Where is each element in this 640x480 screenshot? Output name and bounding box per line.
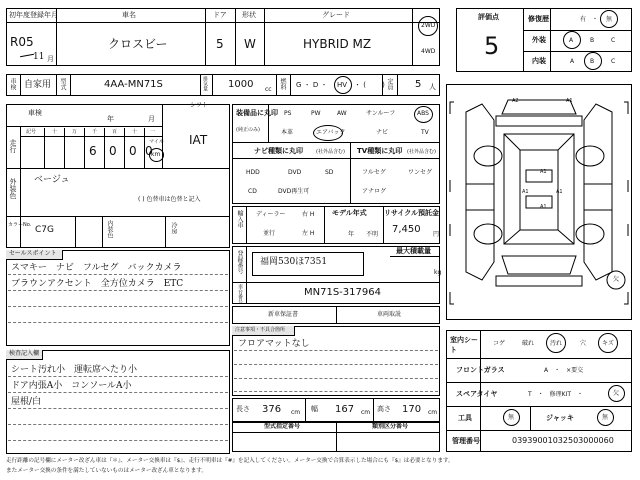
mgmt-label: 管理番号 xyxy=(452,437,480,445)
import-parallel: 並行 xyxy=(263,230,276,237)
capacity-label: 定員 xyxy=(386,78,393,90)
tv-fullseg: フルセグ xyxy=(362,169,386,176)
manual-label: 車両取説 xyxy=(377,311,402,318)
equip-ps: PS xyxy=(284,110,292,117)
diagram-missing-mark: 欠 xyxy=(613,276,620,283)
exterior-value: ベージュ xyxy=(34,175,70,185)
car-diagram xyxy=(446,84,632,320)
inspector-line-1: ドア内張A小 コンソールA小 xyxy=(11,381,132,391)
glass-options: A ・ ×要交 xyxy=(544,367,584,374)
tools-label: 工具 xyxy=(458,414,472,422)
exterior-grade-b: B xyxy=(590,37,595,44)
navi-hdd: HDD xyxy=(246,169,260,176)
selling-line-1: ブラウンアクセント 全方位カメラ ETC xyxy=(11,279,184,289)
color-no-label: カラーNo. xyxy=(8,222,32,228)
grade-value: HYBRID MZ xyxy=(303,37,372,51)
width-label: 幅 xyxy=(311,405,318,413)
navi-dvd: DVD xyxy=(288,169,302,176)
recycle-value: 7,450 xyxy=(392,224,421,235)
length-value: 376 xyxy=(262,404,282,415)
reg-month: 11 xyxy=(33,52,45,62)
navi-title: ナビ種類に丸印 xyxy=(254,147,303,155)
equip-airbag: エアバック xyxy=(316,129,346,136)
diagram-label-a2: A2 xyxy=(512,98,519,104)
mileage-digit-0: 6 xyxy=(89,144,97,158)
seat-label: 室内シート xyxy=(450,336,478,354)
use-value: 自家用 xyxy=(24,80,52,90)
interior-grade-c: C xyxy=(611,58,616,65)
interior-label: 内装色 xyxy=(106,220,113,238)
shift-value: IAT xyxy=(189,133,208,147)
type-label: 型式 xyxy=(59,78,66,90)
equipment-subtitle: (純正のみ) xyxy=(236,127,260,133)
jack-value: 無 xyxy=(602,414,609,421)
shaken-label: 車検 xyxy=(28,109,42,117)
model-year-unknown: 不明 xyxy=(366,231,379,238)
inspector-line-2: 屋根/白 xyxy=(11,397,42,407)
model-year-unit: 年 xyxy=(348,231,355,238)
footer-line-2: またメーター交換の条件を満たしていないものはメーター改ざん車となります。 xyxy=(6,468,207,474)
notes-box xyxy=(232,326,440,396)
import-right: 右 H xyxy=(302,211,315,218)
mgmt-value: 03939001032503000060 xyxy=(512,436,614,445)
fuel-options: G ・ D ・ xyxy=(296,81,328,89)
car-name-label: 車名 xyxy=(122,11,136,19)
reg-year: R05 xyxy=(10,35,34,49)
interior-grade-a: A xyxy=(570,58,575,65)
digit-header-4: 百 xyxy=(112,129,118,135)
equip-tv: TV xyxy=(421,129,429,136)
drive-2wd: 2WD xyxy=(421,22,436,29)
mileage-digit-3: 0 xyxy=(145,144,153,158)
tv-analog: アナログ xyxy=(362,188,387,195)
recycle-yen: 円 xyxy=(433,231,440,238)
tools-value: 無 xyxy=(508,414,515,421)
chassis-label: 車台番号 xyxy=(237,284,243,304)
score-label: 評価点 xyxy=(478,13,499,21)
equip-abs: ABS xyxy=(417,110,429,117)
seat-opt-2: 汚れ xyxy=(550,340,563,347)
exterior-grade-a: A xyxy=(569,37,574,44)
notes-line-0: フロアマットなし xyxy=(238,339,310,349)
mile-label: マイル xyxy=(149,139,164,145)
chassis-value: MN71S-317964 xyxy=(304,287,381,298)
equip-leather: 本革 xyxy=(281,129,294,136)
jack-label: ジャッキ xyxy=(546,414,574,422)
import-label: 輸入車 xyxy=(236,210,243,228)
repair-label: 修復歴 xyxy=(528,15,549,23)
digit-header-0: 記号 xyxy=(26,129,37,135)
digit-header-2: 万 xyxy=(72,129,78,135)
equip-aw: AW xyxy=(337,110,347,117)
type-spec-label: 型式指定番号 xyxy=(264,423,301,430)
inspector-title: 検査記入欄 xyxy=(9,350,40,357)
score-value: 5 xyxy=(484,32,500,60)
category-label: 類別区分番号 xyxy=(372,423,409,430)
length-label: 長さ xyxy=(236,405,250,413)
reg-date-label: 初年度登録年月 xyxy=(9,11,58,19)
capacity-unit: 人 xyxy=(429,83,436,91)
tv-sub: (社外品含む) xyxy=(407,149,436,155)
fuel-label: 燃料 xyxy=(279,78,286,90)
navi-sd: SD xyxy=(325,169,334,176)
repair-dot: ・ xyxy=(592,16,599,23)
fuel-rest: ・ ( ) xyxy=(354,81,385,89)
diagram-label-a1-2: A1 xyxy=(522,189,529,195)
interior-grade-label: 内装 xyxy=(532,57,546,65)
notes-title: 注意事項・不具合箇所 xyxy=(235,327,286,333)
mileage-digit-1: 0 xyxy=(109,144,117,158)
seat-opt-1: 破れ xyxy=(522,340,535,347)
digit-header-1: 十 xyxy=(52,129,58,135)
import-dealer: ディーラー xyxy=(256,211,286,218)
shape-value: W xyxy=(244,37,256,51)
car-name: クロスビー xyxy=(108,37,168,51)
seat-opt-3: 穴 xyxy=(580,340,587,347)
cc-unit: cc xyxy=(265,86,272,93)
color-change-note: ( ) 色替車は色替と記入 xyxy=(138,196,201,203)
navi-dvd-play: DVD再生可 xyxy=(278,188,310,195)
selling-line-0: スマキー ナビ フルセグ バックカメラ xyxy=(11,263,182,273)
month-unit: 月 xyxy=(47,55,54,63)
type-value: 4AA-MN71S xyxy=(104,79,163,90)
diagram-label-a1-4: A1 xyxy=(540,204,547,210)
exterior-grade-c: C xyxy=(611,37,616,44)
height-unit: cm xyxy=(428,409,438,416)
navi-sub: (社外品含む) xyxy=(316,149,345,155)
plate-label: 登録番号 xyxy=(236,250,243,274)
digit-header-3: 千 xyxy=(92,129,98,135)
capacity-value: 5 xyxy=(415,79,422,90)
inspector-line-0: シート汚れ小 運転席ヘたり小 xyxy=(11,365,138,375)
displacement-value: 1000 xyxy=(228,79,254,90)
month-label: 月 xyxy=(148,115,155,123)
color-no-value: C7G xyxy=(35,225,54,235)
drive-4wd: 4WD xyxy=(421,48,436,55)
tv-title: TV種類に丸印 xyxy=(357,147,403,155)
repair-yes: 有 xyxy=(580,16,587,23)
doors-value: 5 xyxy=(216,37,224,51)
doors-label: ドア xyxy=(213,11,227,19)
spare-label: スペアタイヤ xyxy=(456,390,498,398)
glass-label: フロントガラス xyxy=(456,366,505,374)
grade-label: グレード xyxy=(322,11,350,19)
recycle-label: リサイクル預託金 xyxy=(384,209,440,217)
selling-points-title: セールスポイント xyxy=(9,250,57,257)
shift-label: シフト xyxy=(190,102,209,109)
width-value: 167 xyxy=(335,404,355,415)
shape-label: 形状 xyxy=(242,11,256,19)
digit-header-5: 十 xyxy=(132,129,138,135)
warranty-label: 新車保証書 xyxy=(268,311,299,318)
model-year-label: モデル年式 xyxy=(332,209,367,217)
displacement-label: 排気量 xyxy=(202,76,208,91)
height-value: 170 xyxy=(402,404,422,415)
year-label: 年 xyxy=(107,115,114,123)
equipment-title: 装備品に丸印 xyxy=(236,109,278,117)
navi-cd: CD xyxy=(248,188,257,195)
footer-line-1: 走行距離の記号欄にメーター改ざん車は『＊』、メーター交換車は『$』、走行不明車は『#』を記入してください。メーター交換で合算表示した場合にも『$』は必要となります。 xyxy=(6,458,454,464)
tv-oneseg: ワンセグ xyxy=(408,169,433,176)
max-load-label: 最大積載量 xyxy=(396,247,431,255)
equip-navi: ナビ xyxy=(376,129,389,136)
diagram-label-a1-1: A1 xyxy=(540,169,547,175)
import-left: 左 H xyxy=(302,230,315,237)
plate-value: 福岡530ほ7351 xyxy=(260,257,328,267)
height-label: 高さ xyxy=(377,405,391,413)
km-label: km xyxy=(151,151,161,158)
digit-header-6: 一 xyxy=(150,129,156,135)
diagram-label-a1-top: A1 xyxy=(566,98,573,104)
mileage-label: 走行 xyxy=(9,139,17,153)
max-load-unit: kg xyxy=(434,269,442,276)
seat-opt-0: コゲ xyxy=(493,340,506,347)
exterior-label: 外装色 xyxy=(9,178,17,199)
fuel-hv: HV xyxy=(337,81,348,89)
length-unit: cm xyxy=(291,409,301,416)
exterior-grade-label: 外装 xyxy=(532,36,546,44)
mileage-digit-2: 0 xyxy=(129,144,137,158)
repair-no: 無 xyxy=(606,16,613,23)
diagram-label-a1-3: A1 xyxy=(556,189,563,195)
seat-opt-4: キズ xyxy=(602,340,614,347)
shaken-label-small: 車検 xyxy=(9,78,16,90)
width-unit: cm xyxy=(361,409,371,416)
equip-sunroof: サンルーフ xyxy=(366,110,396,117)
interior-grade-b: B xyxy=(590,58,595,65)
spare-selected: 欠 xyxy=(613,390,620,397)
aircon-label: 冷房 xyxy=(170,222,177,234)
equip-pw: PW xyxy=(311,110,321,117)
spare-options: T ・ 修理KIT ・ xyxy=(528,391,584,398)
